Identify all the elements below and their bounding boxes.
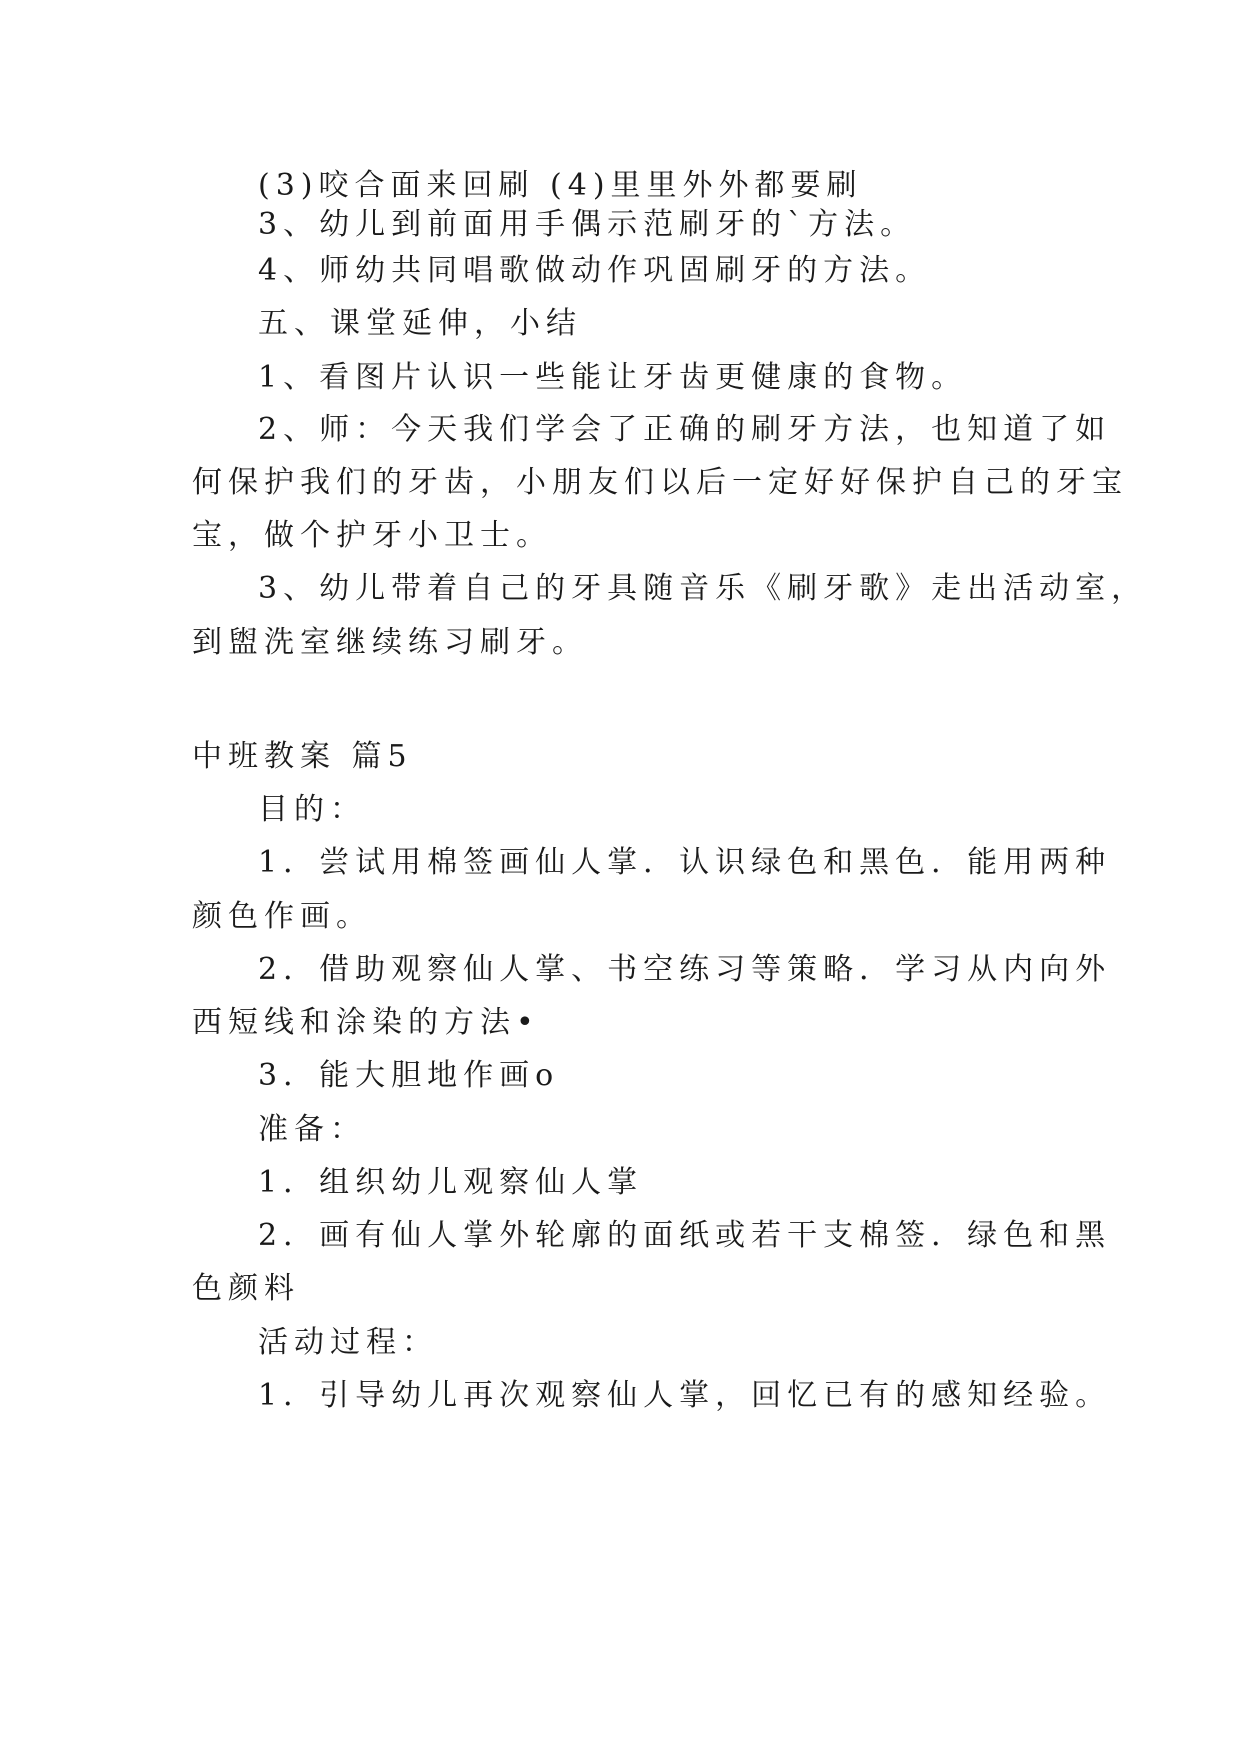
lesson-title: 中班教案 篇5 (192, 739, 413, 774)
section-heading: 目的： (258, 792, 366, 827)
paragraph-line: (3)咬合面来回刷 (4)里里外外都要刷 (258, 168, 863, 203)
paragraph-line: 1．尝试用棉签画仙人掌．认识绿色和黑色．能用两种 (258, 845, 1112, 880)
paragraph-line: 1．引导幼儿再次观察仙人掌，回忆已有的感知经验。 (258, 1378, 1112, 1413)
paragraph-line: 1、看图片认识一些能让牙齿更健康的食物。 (258, 360, 968, 395)
section-heading: 活动过程： (258, 1325, 438, 1360)
paragraph-line: 2．借助观察仙人掌、书空练习等策略．学习从内向外 (258, 952, 1112, 987)
paragraph-line: 到盥洗室继续练习刷牙。 (192, 625, 588, 660)
paragraph-line: 3、幼儿到前面用手偶示范刷牙的`方法。 (258, 207, 917, 242)
paragraph-line: 颜色作画。 (192, 899, 372, 934)
paragraph-line: 西短线和涂染的方法• (192, 1005, 540, 1040)
paragraph-line: 宝，做个护牙小卫士。 (192, 518, 552, 553)
section-heading: 准备： (258, 1112, 366, 1147)
paragraph-line: 色颜料 (192, 1271, 300, 1306)
paragraph-line: 何保护我们的牙齿，小朋友们以后一定好好保护自己的牙宝 (192, 465, 1128, 500)
section-heading: 五、课堂延伸，小结 (258, 306, 582, 341)
paragraph-line: 3、幼儿带着自己的牙具随音乐《刷牙歌》走出活动室， (258, 571, 1148, 606)
paragraph-line: 2．画有仙人掌外轮廓的面纸或若干支棉签．绿色和黑 (258, 1218, 1112, 1253)
paragraph-line: 3．能大胆地作画o (258, 1058, 560, 1093)
paragraph-line: 4、师幼共同唱歌做动作巩固刷牙的方法。 (258, 253, 932, 288)
paragraph-line: 2、师：今天我们学会了正确的刷牙方法，也知道了如 (258, 412, 1112, 447)
paragraph-line: 1．组织幼儿观察仙人掌 (258, 1165, 644, 1200)
